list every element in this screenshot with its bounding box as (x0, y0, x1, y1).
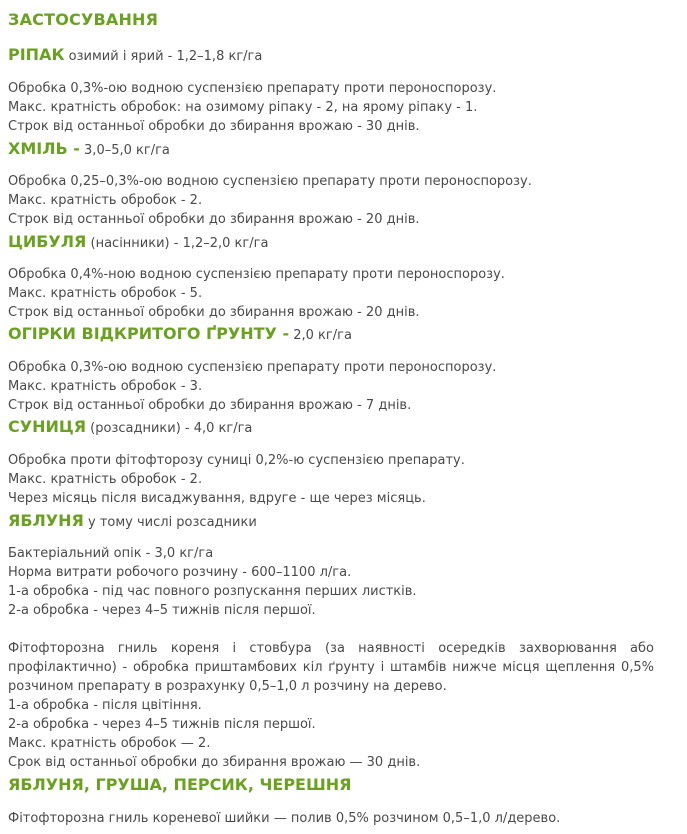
crop-name: ЯБЛУНЯ, ГРУША, ПЕРСИК, ЧЕРЕШНЯ (8, 775, 352, 794)
crop-rate: озимий і ярий - 1,2–1,8 кг/га (64, 49, 263, 64)
text-line: Обробка 0,3%-ою водною суспензією препарату проти пероноспорозу. (8, 81, 497, 96)
justified-line: Фітофторозна гниль кореня і стовбура (за наявності осередків захворювання або (8, 641, 654, 656)
crop-rate: (розсадники) - 4,0 кг/га (86, 421, 253, 436)
section-heading-sunytsia (8, 417, 252, 436)
text-line: 1-а обробка - під час повного розпускання перших листків. (8, 584, 417, 599)
text-line: Обробка 0,25–0,3%-ою водною суспензією препарату проти пероноспорозу. (8, 174, 532, 189)
crop-name: ЦИБУЛЯ (8, 232, 87, 251)
text-line: Норма витрати робочого розчину - 600–1100 л/га. (8, 565, 352, 580)
text-line: Макс. кратність обробок - 2. (8, 193, 203, 208)
text-line: Через місяць після висаджування, вдруге - ще через місяць. (8, 491, 426, 506)
crop-note: у тому числі розсадники (83, 515, 257, 530)
section-heading-fruit-trees (8, 775, 351, 794)
section-heading-yablunia (8, 511, 257, 530)
crop-name: РІПАК (8, 45, 65, 64)
text-line: Макс. кратність обробок - 3. (8, 379, 203, 394)
crop-rate: (насінники) - 1,2–2,0 кг/га (86, 236, 269, 251)
section-heading-tsybulia (8, 232, 268, 251)
text-line: Строк від останньої обробки до збирання врожаю - 20 днів. (8, 305, 420, 320)
crop-rate: 3,0–5,0 кг/га (79, 143, 170, 158)
justified-line: профілактично) - обробка приштамбових кіл ґрунту і штамбів нижче місця щеплення 0,5% (8, 660, 654, 675)
text-line: Строк від останньої обробки до збирання врожаю - 7 днів. (8, 398, 412, 413)
crop-rate: 2,0 кг/га (289, 328, 352, 343)
crop-name: СУНИЦЯ (8, 417, 87, 436)
section-heading-khmil (8, 139, 170, 158)
text-line: Строк від останньої обробки до збирання врожаю - 20 днів. (8, 212, 420, 227)
text-line: 1-а обробка - після цвітіння. (8, 698, 202, 713)
text-line: Макс. кратність обробок - 5. (8, 286, 203, 301)
text-line: 2-а обробка - через 4–5 тижнів після першої. (8, 603, 316, 618)
text-line: Бактеріальний опік - 3,0 кг/га (8, 546, 214, 561)
crop-name: ХМІЛЬ - (8, 139, 80, 158)
text-line: Обробка проти фітофторозу суниці 0,2%-ю суспензією препарату. (8, 453, 465, 468)
text-line: Макс. кратність обробок — 2. (8, 736, 211, 751)
text-line: Срок від останньої обробки до збирання врожаю — 30 днів. (8, 755, 421, 770)
text-line: розчином препарату в розрахунку 0,5–1,0 л розчину на дерево. (8, 679, 447, 694)
text-line: Обробка 0,4%-ною водною суспензією препарату проти пероноспорозу. (8, 267, 505, 282)
page-title: ЗАСТОСУВАННЯ (8, 10, 159, 29)
text-line: Макс. кратність обробок - 2. (8, 472, 203, 487)
text-line: Макс. кратність обробок: на озимому ріпаку - 2, на ярому ріпаку - 1. (8, 100, 478, 115)
section-heading-ohirky (8, 324, 352, 343)
section-heading-ripak (8, 45, 262, 64)
crop-name: ОГІРКИ ВІДКРИТОГО ҐРУНТУ - (8, 324, 290, 343)
text-line: Обробка 0,3%-ою водною суспензією препарату проти пероноспорозу. (8, 360, 497, 375)
text-line: Фітофторозна гниль кореневої шийки — полив 0,5% розчином 0,5–1,0 л/дерево. (8, 811, 561, 826)
crop-name: ЯБЛУНЯ (8, 511, 84, 530)
text-line: Строк від останньої обробки до збирання врожаю - 30 днів. (8, 119, 420, 134)
text-line: 2-а обробка - через 4–5 тижнів після першої. (8, 717, 316, 732)
